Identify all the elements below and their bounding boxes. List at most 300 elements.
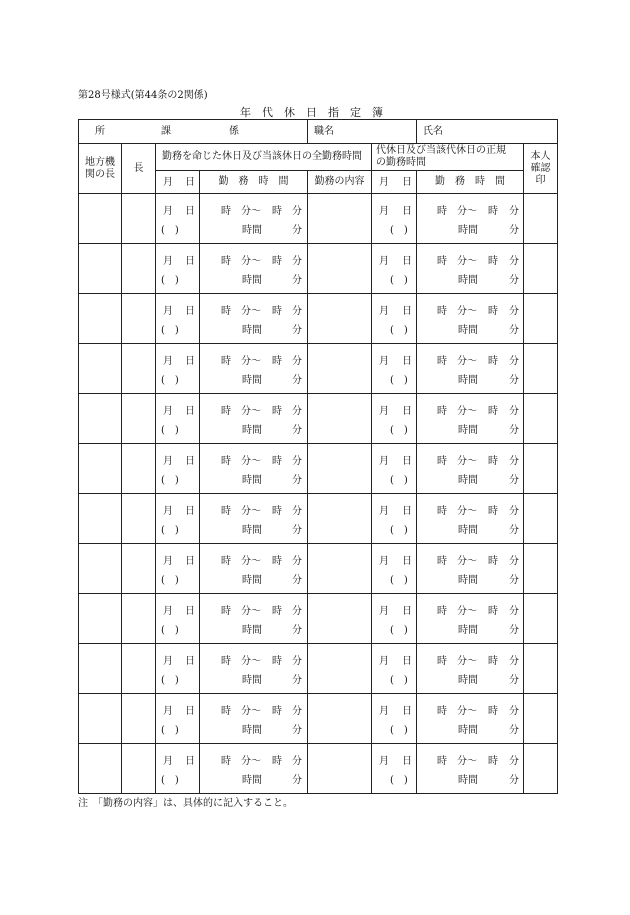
holiday-hours-cell[interactable]	[200, 494, 308, 544]
cho-entry[interactable]	[122, 644, 156, 694]
holiday-total-jikan: 時間	[242, 324, 262, 336]
kinmu-naiyou-entry[interactable]	[308, 594, 372, 644]
honnin-seal-entry[interactable]	[524, 644, 558, 694]
daikyu-total-jikan: 時間	[458, 224, 478, 236]
daikyu-day: 日	[402, 655, 412, 667]
cho-entry[interactable]	[122, 244, 156, 294]
daikyu-total-jikan: 時間	[458, 724, 478, 736]
daikyu-end-fun: 分	[509, 555, 519, 567]
holiday-start-ji: 時	[221, 555, 231, 567]
honnin-seal-entry[interactable]	[524, 694, 558, 744]
honnin-seal-entry[interactable]	[524, 194, 558, 244]
holiday-total-jikan: 時間	[242, 424, 262, 436]
daikyu-hours-cell[interactable]	[417, 544, 524, 594]
daikyu-start-ji: 時	[437, 255, 447, 267]
holiday-hours-cell[interactable]	[200, 394, 308, 444]
holiday-date-cell[interactable]	[156, 544, 200, 594]
holiday-start-ji: 時	[221, 205, 231, 217]
kakari-label: 係	[229, 125, 239, 137]
chihou-kikan-entry[interactable]	[79, 294, 122, 344]
daikyu-hours-cell[interactable]	[417, 694, 524, 744]
chihou-kikan-entry[interactable]	[79, 394, 122, 444]
daikyu-date-cell[interactable]	[372, 444, 417, 494]
cho-entry[interactable]	[122, 444, 156, 494]
honnin-seal-entry[interactable]	[524, 444, 558, 494]
holiday-day: 日	[185, 755, 195, 767]
holiday-total-jikan: 時間	[242, 374, 262, 386]
holiday-month: 月	[163, 305, 173, 317]
daikyu-end-ji: 時	[488, 455, 498, 467]
holiday-total-fun: 分	[292, 274, 302, 286]
daikyu-end-ji: 時	[488, 205, 498, 217]
daikyu-total-jikan: 時間	[458, 374, 478, 386]
holiday-end-fun: 分	[292, 355, 302, 367]
holiday-total-jikan: 時間	[242, 774, 262, 786]
daikyu-day: 日	[402, 255, 412, 267]
affiliation-cell	[79, 120, 308, 144]
daikyu-hours-cell[interactable]	[417, 344, 524, 394]
holiday-start-ji: 時	[221, 605, 231, 617]
holiday-total-jikan: 時間	[242, 224, 262, 236]
holiday-weekday-paren: ( )	[161, 424, 179, 436]
daikyu-end-fun: 分	[509, 655, 519, 667]
daikyu-day: 日	[402, 555, 412, 567]
holiday-date-cell[interactable]	[156, 344, 200, 394]
holiday-start-fun: 分〜	[241, 705, 261, 717]
kinmu-header-cell	[156, 144, 372, 171]
holiday-end-fun: 分	[292, 755, 302, 767]
holiday-start-ji: 時	[221, 405, 231, 417]
holiday-day: 日	[185, 505, 195, 517]
honnin-label-2: 確認	[530, 162, 551, 174]
daikyu-end-fun: 分	[509, 505, 519, 517]
holiday-total-fun: 分	[292, 374, 302, 386]
daikyu-end-fun: 分	[509, 405, 519, 417]
cho-entry[interactable]	[122, 694, 156, 744]
cho-entry[interactable]	[122, 194, 156, 244]
holiday-day: 日	[185, 205, 195, 217]
sub-month-2: 月	[379, 176, 389, 188]
daikyu-month: 月	[379, 455, 389, 467]
daikyu-day: 日	[402, 355, 412, 367]
honnin-label-3: 印	[535, 174, 546, 186]
chihou-kikan-entry[interactable]	[79, 444, 122, 494]
kinmu-naiyou-entry[interactable]	[308, 494, 372, 544]
kinmu-naiyou-entry[interactable]	[308, 644, 372, 694]
chihou-kikan-cell	[79, 144, 122, 194]
daikyu-start-fun: 分〜	[457, 755, 477, 767]
daikyu-date-cell[interactable]	[372, 344, 417, 394]
daikyu-weekday-paren: ( )	[390, 474, 408, 486]
holiday-date-cell[interactable]	[156, 694, 200, 744]
sub-day-1: 日	[185, 176, 195, 188]
daikyu-date-cell[interactable]	[372, 744, 417, 794]
daikyu-start-ji: 時	[437, 705, 447, 717]
holiday-weekday-paren: ( )	[161, 624, 179, 636]
daikyu-start-fun: 分〜	[457, 305, 477, 317]
holiday-start-fun: 分〜	[241, 255, 261, 267]
sub-date-1	[156, 171, 200, 194]
holiday-end-ji: 時	[272, 455, 282, 467]
holiday-hours-cell[interactable]	[200, 294, 308, 344]
header-row-affiliation	[79, 120, 558, 144]
daikyu-start-ji: 時	[437, 555, 447, 567]
honnin-seal-entry[interactable]	[524, 294, 558, 344]
footnote: 注 「勤務の内容」は、具体的に記入すること。	[78, 798, 293, 809]
daikyu-month: 月	[379, 555, 389, 567]
table-row	[79, 244, 558, 294]
daikyu-hours-cell[interactable]	[417, 294, 524, 344]
honnin-cell	[524, 144, 558, 194]
holiday-hours-cell[interactable]	[200, 194, 308, 244]
daikyu-day: 日	[402, 205, 412, 217]
daikyu-end-ji: 時	[488, 655, 498, 667]
ka-label: 課	[161, 125, 171, 137]
daikyu-hours-cell[interactable]	[417, 394, 524, 444]
daikyu-total-jikan: 時間	[458, 474, 478, 486]
daikyu-date-cell[interactable]	[372, 394, 417, 444]
holiday-date-cell[interactable]	[156, 494, 200, 544]
daikyu-total-jikan: 時間	[458, 574, 478, 586]
daikyu-date-cell[interactable]	[372, 294, 417, 344]
holiday-total-fun: 分	[292, 524, 302, 536]
holiday-date-cell[interactable]	[156, 594, 200, 644]
daikyu-total-jikan: 時間	[458, 774, 478, 786]
shokumei-cell	[308, 120, 417, 144]
holiday-start-fun: 分〜	[241, 405, 261, 417]
kinmu-naiyou-entry[interactable]	[308, 744, 372, 794]
holiday-total-fun: 分	[292, 674, 302, 686]
daikyu-weekday-paren: ( )	[390, 724, 408, 736]
daikyu-weekday-paren: ( )	[390, 774, 408, 786]
sho-label: 所	[95, 125, 105, 137]
daikyu-start-fun: 分〜	[457, 405, 477, 417]
chihou-kikan-label-2: 関の長	[85, 168, 115, 180]
holiday-hours-cell[interactable]	[200, 644, 308, 694]
cho-label: 長	[133, 162, 144, 174]
daikyu-total-jikan: 時間	[458, 674, 478, 686]
holiday-total-jikan: 時間	[242, 674, 262, 686]
holiday-weekday-paren: ( )	[161, 774, 179, 786]
holiday-total-jikan: 時間	[242, 274, 262, 286]
daikyu-total-fun: 分	[509, 674, 519, 686]
daikyu-end-ji: 時	[488, 755, 498, 767]
holiday-weekday-paren: ( )	[161, 374, 179, 386]
holiday-day: 日	[185, 555, 195, 567]
daikyu-start-fun: 分〜	[457, 505, 477, 517]
kinmu-naiyou-entry[interactable]	[308, 694, 372, 744]
cho-entry[interactable]	[122, 394, 156, 444]
header-row-main	[79, 144, 558, 171]
daikyu-total-fun: 分	[509, 724, 519, 736]
holiday-month: 月	[163, 455, 173, 467]
honnin-seal-entry[interactable]	[524, 394, 558, 444]
daikyu-date-cell[interactable]	[372, 694, 417, 744]
designation-table	[78, 119, 558, 794]
holiday-date-cell[interactable]	[156, 744, 200, 794]
chihou-kikan-entry[interactable]	[79, 644, 122, 694]
chihou-kikan-entry[interactable]	[79, 694, 122, 744]
sub-kinmu-naiyou-label: 勤務の内容	[314, 176, 365, 187]
daikyu-day: 日	[402, 605, 412, 617]
holiday-start-fun: 分〜	[241, 355, 261, 367]
holiday-end-fun: 分	[292, 205, 302, 217]
holiday-month: 月	[163, 705, 173, 717]
holiday-hours-cell[interactable]	[200, 694, 308, 744]
holiday-start-fun: 分〜	[241, 205, 261, 217]
honnin-seal-entry[interactable]	[524, 744, 558, 794]
daikyu-start-ji: 時	[437, 655, 447, 667]
holiday-total-fun: 分	[292, 724, 302, 736]
holiday-total-fun: 分	[292, 424, 302, 436]
holiday-weekday-paren: ( )	[161, 474, 179, 486]
daikyu-hours-cell[interactable]	[417, 194, 524, 244]
daikyu-start-fun: 分〜	[457, 555, 477, 567]
honnin-label-1: 本人	[530, 150, 551, 162]
daikyu-weekday-paren: ( )	[390, 524, 408, 536]
chihou-kikan-entry[interactable]	[79, 494, 122, 544]
daikyu-date-cell[interactable]	[372, 594, 417, 644]
daikyu-end-ji: 時	[488, 405, 498, 417]
daikyu-date-cell[interactable]	[372, 544, 417, 594]
daikyu-month: 月	[379, 205, 389, 217]
holiday-weekday-paren: ( )	[161, 724, 179, 736]
table-row	[79, 544, 558, 594]
daikyu-month: 月	[379, 405, 389, 417]
holiday-start-fun: 分〜	[241, 555, 261, 567]
daikyu-start-ji: 時	[437, 605, 447, 617]
daikyu-total-fun: 分	[509, 274, 519, 286]
daikyu-hours-cell[interactable]	[417, 594, 524, 644]
chihou-kikan-entry[interactable]	[79, 744, 122, 794]
daikyu-start-ji: 時	[437, 355, 447, 367]
daikyu-start-fun: 分〜	[457, 205, 477, 217]
daikyu-start-ji: 時	[437, 205, 447, 217]
daikyu-month: 月	[379, 505, 389, 517]
holiday-date-cell[interactable]	[156, 394, 200, 444]
chihou-kikan-entry[interactable]	[79, 544, 122, 594]
holiday-start-ji: 時	[221, 255, 231, 267]
kinmu-naiyou-entry[interactable]	[308, 444, 372, 494]
daikyu-month: 月	[379, 705, 389, 717]
daikyu-date-cell[interactable]	[372, 194, 417, 244]
kinmu-naiyou-entry[interactable]	[308, 244, 372, 294]
holiday-end-ji: 時	[272, 305, 282, 317]
daikyu-start-fun: 分〜	[457, 455, 477, 467]
honnin-seal-entry[interactable]	[524, 494, 558, 544]
daikyu-start-fun: 分〜	[457, 255, 477, 267]
holiday-total-fun: 分	[292, 324, 302, 336]
holiday-hours-cell[interactable]	[200, 244, 308, 294]
holiday-date-cell[interactable]	[156, 244, 200, 294]
daikyu-header-cell	[372, 144, 524, 171]
table-row	[79, 694, 558, 744]
data-rows	[79, 194, 558, 794]
holiday-date-cell[interactable]	[156, 194, 200, 244]
daikyu-date-cell[interactable]	[372, 644, 417, 694]
holiday-end-ji: 時	[272, 255, 282, 267]
honnin-seal-entry[interactable]	[524, 544, 558, 594]
holiday-day: 日	[185, 605, 195, 617]
daikyu-start-ji: 時	[437, 405, 447, 417]
daikyu-end-ji: 時	[488, 555, 498, 567]
kinmu-naiyou-entry[interactable]	[308, 394, 372, 444]
holiday-start-ji: 時	[221, 655, 231, 667]
holiday-day: 日	[185, 355, 195, 367]
holiday-date-cell[interactable]	[156, 444, 200, 494]
holiday-start-fun: 分〜	[241, 755, 261, 767]
holiday-date-cell[interactable]	[156, 294, 200, 344]
holiday-total-jikan: 時間	[242, 574, 262, 586]
chihou-kikan-entry[interactable]	[79, 194, 122, 244]
daikyu-total-fun: 分	[509, 324, 519, 336]
sub-kinmu-jikan-label-2: 勤 務 時 間	[435, 176, 505, 187]
holiday-end-fun: 分	[292, 405, 302, 417]
chihou-kikan-entry[interactable]	[79, 244, 122, 294]
holiday-day: 日	[185, 405, 195, 417]
holiday-month: 月	[163, 505, 173, 517]
holiday-hours-cell[interactable]	[200, 544, 308, 594]
holiday-total-jikan: 時間	[242, 724, 262, 736]
honnin-seal-entry[interactable]	[524, 244, 558, 294]
daikyu-total-fun: 分	[509, 474, 519, 486]
holiday-end-fun: 分	[292, 305, 302, 317]
daikyu-header-label-2: の勤務時間	[376, 157, 426, 168]
table-row	[79, 644, 558, 694]
sub-kinmu-naiyou	[308, 171, 372, 194]
daikyu-month: 月	[379, 355, 389, 367]
holiday-end-fun: 分	[292, 605, 302, 617]
daikyu-start-ji: 時	[437, 755, 447, 767]
daikyu-total-jikan: 時間	[458, 524, 478, 536]
holiday-month: 月	[163, 355, 173, 367]
daikyu-day: 日	[402, 755, 412, 767]
holiday-start-ji: 時	[221, 705, 231, 717]
holiday-start-ji: 時	[221, 355, 231, 367]
holiday-total-jikan: 時間	[242, 624, 262, 636]
daikyu-hours-cell[interactable]	[417, 244, 524, 294]
daikyu-day: 日	[402, 705, 412, 717]
kinmu-naiyou-entry[interactable]	[308, 344, 372, 394]
shimei-label: 氏名	[423, 125, 443, 137]
daikyu-weekday-paren: ( )	[390, 224, 408, 236]
holiday-total-jikan: 時間	[242, 474, 262, 486]
daikyu-start-fun: 分〜	[457, 605, 477, 617]
daikyu-day: 日	[402, 505, 412, 517]
holiday-start-ji: 時	[221, 305, 231, 317]
cho-entry[interactable]	[122, 744, 156, 794]
daikyu-end-fun: 分	[509, 705, 519, 717]
holiday-day: 日	[185, 455, 195, 467]
holiday-weekday-paren: ( )	[161, 674, 179, 686]
cho-entry[interactable]	[122, 294, 156, 344]
holiday-total-fun: 分	[292, 574, 302, 586]
shimei-cell	[417, 120, 558, 144]
holiday-start-ji: 時	[221, 505, 231, 517]
sub-day-2: 日	[402, 176, 412, 188]
holiday-start-ji: 時	[221, 755, 231, 767]
daikyu-end-ji: 時	[488, 605, 498, 617]
chihou-kikan-entry[interactable]	[79, 594, 122, 644]
holiday-hours-cell[interactable]	[200, 744, 308, 794]
cho-entry[interactable]	[122, 544, 156, 594]
daikyu-total-jikan: 時間	[458, 324, 478, 336]
table-row	[79, 744, 558, 794]
sub-kinmu-jikan-2	[417, 171, 524, 194]
holiday-month: 月	[163, 655, 173, 667]
holiday-month: 月	[163, 255, 173, 267]
kinmu-naiyou-entry[interactable]	[308, 194, 372, 244]
daikyu-month: 月	[379, 305, 389, 317]
holiday-hours-cell[interactable]	[200, 594, 308, 644]
kinmu-naiyou-entry[interactable]	[308, 294, 372, 344]
holiday-month: 月	[163, 205, 173, 217]
kinmu-naiyou-entry[interactable]	[308, 544, 372, 594]
daikyu-end-ji: 時	[488, 355, 498, 367]
daikyu-weekday-paren: ( )	[390, 674, 408, 686]
cho-entry[interactable]	[122, 494, 156, 544]
daikyu-hours-cell[interactable]	[417, 494, 524, 544]
holiday-start-ji: 時	[221, 455, 231, 467]
holiday-weekday-paren: ( )	[161, 224, 179, 236]
cho-entry[interactable]	[122, 594, 156, 644]
holiday-start-fun: 分〜	[241, 655, 261, 667]
holiday-total-fun: 分	[292, 224, 302, 236]
daikyu-hours-cell[interactable]	[417, 444, 524, 494]
honnin-seal-entry[interactable]	[524, 594, 558, 644]
daikyu-end-fun: 分	[509, 255, 519, 267]
holiday-end-fun: 分	[292, 555, 302, 567]
holiday-date-cell[interactable]	[156, 644, 200, 694]
daikyu-start-ji: 時	[437, 305, 447, 317]
cho-entry[interactable]	[122, 344, 156, 394]
daikyu-hours-cell[interactable]	[417, 644, 524, 694]
table-row	[79, 444, 558, 494]
daikyu-end-ji: 時	[488, 505, 498, 517]
holiday-end-ji: 時	[272, 355, 282, 367]
daikyu-hours-cell[interactable]	[417, 744, 524, 794]
holiday-day: 日	[185, 705, 195, 717]
chihou-kikan-entry[interactable]	[79, 344, 122, 394]
daikyu-weekday-paren: ( )	[390, 574, 408, 586]
daikyu-day: 日	[402, 405, 412, 417]
daikyu-total-jikan: 時間	[458, 424, 478, 436]
daikyu-weekday-paren: ( )	[390, 374, 408, 386]
holiday-hours-cell[interactable]	[200, 444, 308, 494]
daikyu-day: 日	[402, 455, 412, 467]
table-row	[79, 394, 558, 444]
chihou-kikan-label-1: 地方機	[85, 156, 115, 168]
daikyu-date-cell[interactable]	[372, 494, 417, 544]
daikyu-total-fun: 分	[509, 374, 519, 386]
daikyu-start-fun: 分〜	[457, 705, 477, 717]
holiday-total-jikan: 時間	[242, 524, 262, 536]
daikyu-total-fun: 分	[509, 774, 519, 786]
shokumei-label: 職名	[314, 125, 334, 137]
holiday-end-ji: 時	[272, 555, 282, 567]
sub-kinmu-jikan-label-1: 勤 務 時 間	[218, 176, 289, 187]
holiday-day: 日	[185, 655, 195, 667]
daikyu-total-fun: 分	[509, 424, 519, 436]
daikyu-date-cell[interactable]	[372, 244, 417, 294]
honnin-seal-entry[interactable]	[524, 344, 558, 394]
daikyu-month: 月	[379, 655, 389, 667]
daikyu-end-ji: 時	[488, 305, 498, 317]
daikyu-month: 月	[379, 605, 389, 617]
holiday-total-fun: 分	[292, 774, 302, 786]
holiday-day: 日	[185, 305, 195, 317]
holiday-hours-cell[interactable]	[200, 344, 308, 394]
